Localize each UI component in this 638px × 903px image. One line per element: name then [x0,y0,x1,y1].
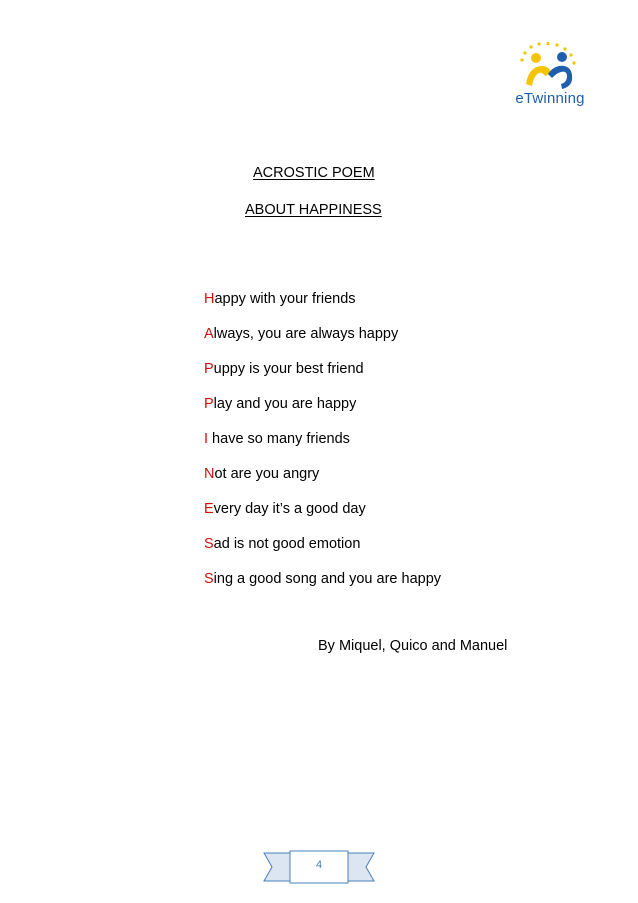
poem-authors: By Miquel, Quico and Manuel [318,638,508,654]
poem-line [204,535,441,570]
poem-line-text: lways, you are always happy [213,326,399,342]
acrostic-poem [204,290,441,605]
poem-line-initial: N [204,466,215,482]
poem-line-initial: P [204,361,214,377]
poem-line [204,500,441,535]
poem-line [204,395,441,430]
poem-line [204,430,441,465]
poem-line-initial: H [204,291,215,307]
poem-line [204,360,441,395]
poem-line-text: uppy is your best friend [213,361,364,377]
etwinning-logo-text: eTwinning [515,90,585,107]
poem-line-text: lay and you are happy [213,396,357,412]
poem-subtitle: ABOUT HAPPINESS [245,202,382,218]
poem-line-initial: P [204,396,214,412]
poem-line [204,570,441,605]
poem-line-text: have so many friends [208,431,350,447]
poem-title: ACROSTIC POEM [253,165,375,181]
poem-line-text: ad is not good emotion [213,536,361,552]
page-number: 4 [315,859,323,871]
poem-line-initial: A [204,326,214,342]
poem-line-initial: S [204,571,214,587]
poem-line [204,465,441,500]
poem-line-text: ot are you angry [214,466,320,482]
poem-line-text: appy with your friends [214,291,356,307]
etwinning-logo [500,40,600,112]
poem-line [204,290,441,325]
poem-line-text: very day it’s a good day [213,501,366,517]
poem-line-initial: I [204,431,209,447]
poem-line [204,325,441,360]
poem-line-initial: E [204,501,214,517]
poem-line-text: ing a good song and you are happy [213,571,442,587]
poem-line-initial: S [204,536,214,552]
page-footer [262,850,376,884]
etwinning-emblem-icon [512,40,588,92]
